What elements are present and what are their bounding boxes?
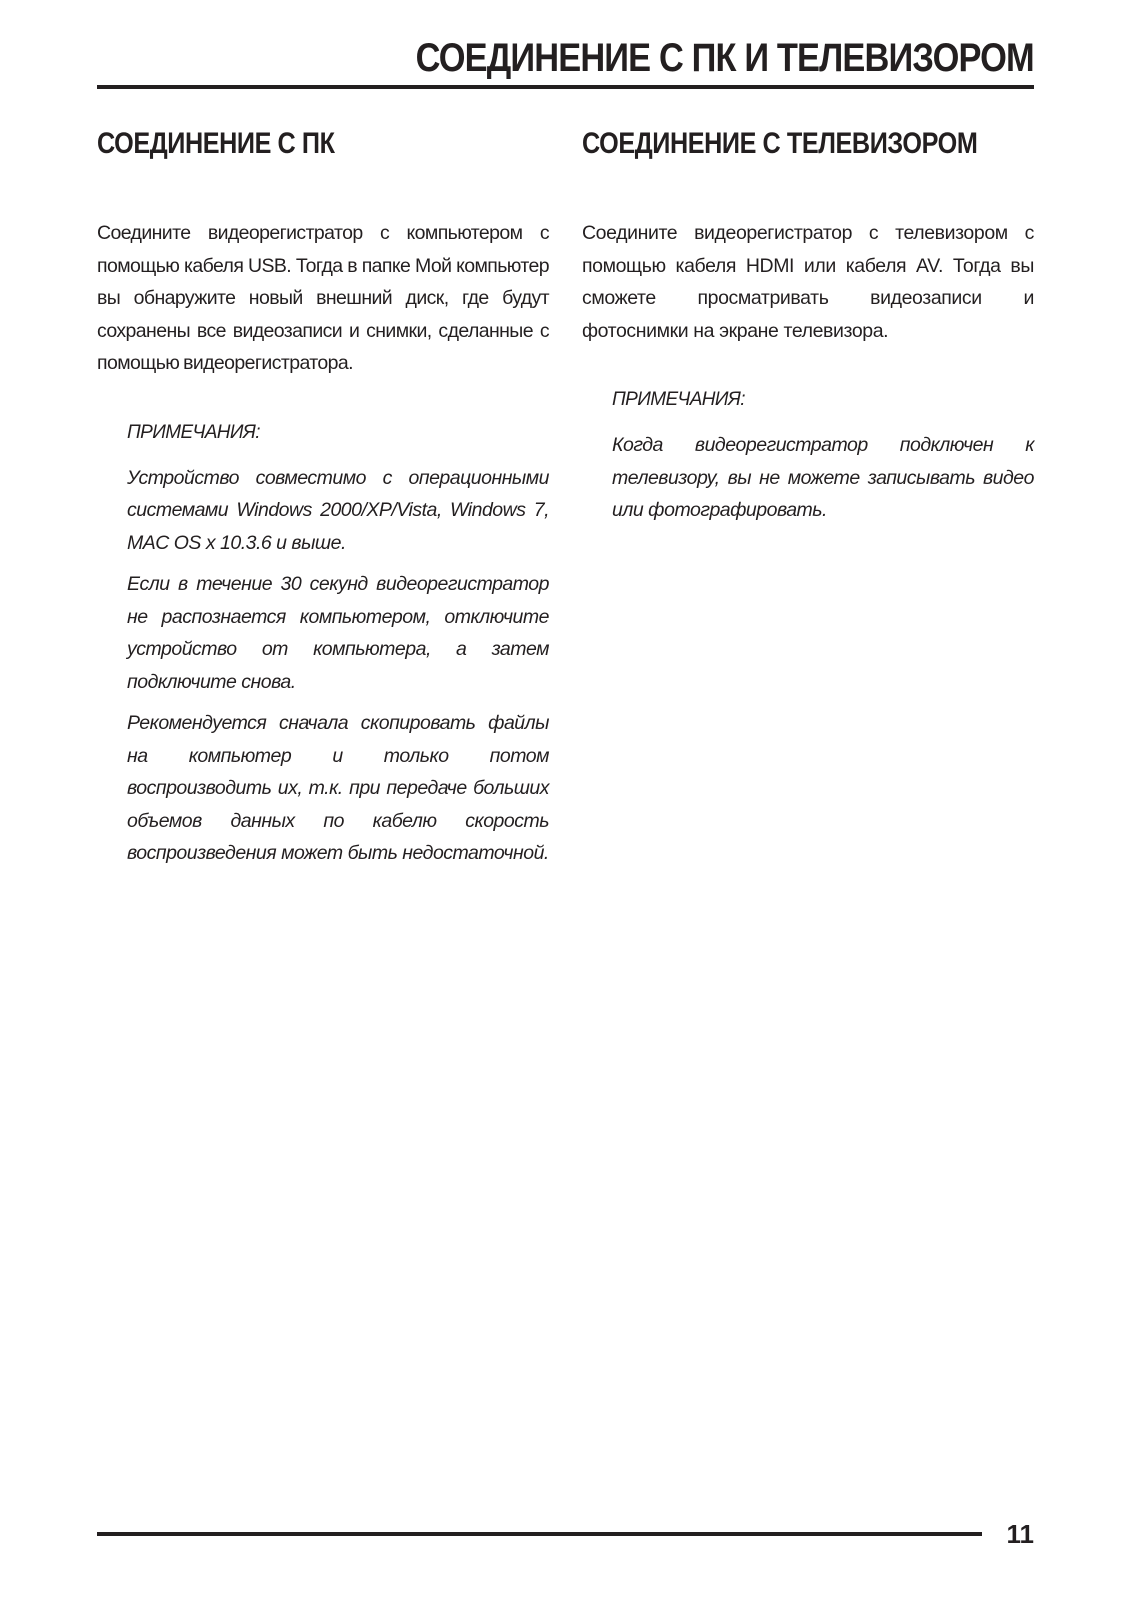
note-item: Устройство совместимо с операционными системами Windows 2000/XP/Vista, Windows 7, MAC OS x 10.3.6 и выше. xyxy=(127,466,549,554)
section-pc-connection xyxy=(97,122,549,879)
section-body: Соедините видеорегистратор с телевизором с помощью кабеля HDMI или кабеля AV. Тогда вы сможете просматривать видеозаписи и фотоснимки на экране телевизора. xyxy=(582,222,1034,342)
note-item: Рекомендуется сначала скопировать файлы на компьютер и только потом воспроизводить их, т.к. при передаче больших объемов данных по кабелю скорость воспроизведения может быть недостаточной. xyxy=(127,712,549,864)
notes-title: ПРИМЕЧАНИЯ: xyxy=(612,389,745,410)
section-tv-connection xyxy=(582,122,1034,536)
notes-block xyxy=(127,418,549,870)
notes-title: ПРИМЕЧАНИЯ: xyxy=(127,421,260,443)
section-body: Соедините видеорегистратор с компьютером с помощью кабеля USB. Тогда в папке Мой компьютер вы обнаружите новый внешний диск, где будут сохранены все видеозаписи и снимки, сделанные с помощью видеорегистратора. xyxy=(97,222,549,374)
note-item: Если в течение 30 секунд видеорегистратор не распознается компьютером, отключите устройство от компьютера, а затем подключите снова. xyxy=(127,573,549,693)
notes-block xyxy=(612,385,1034,527)
section-heading: СОЕДИНЕНИЕ С ТЕЛЕВИЗОРОМ xyxy=(582,127,978,160)
footer-divider xyxy=(97,1532,982,1536)
page-title: СОЕДИНЕНИЕ С ПК И ТЕЛЕВИЗОРОМ xyxy=(415,36,1034,80)
title-divider xyxy=(97,85,1034,89)
page-number: 11 xyxy=(1006,1519,1034,1549)
note-item: Когда видеорегистратор подключен к телевизору, вы не можете записывать видео или фотографировать. xyxy=(612,434,1034,521)
section-heading: СОЕДИНЕНИЕ С ПК xyxy=(97,127,335,160)
